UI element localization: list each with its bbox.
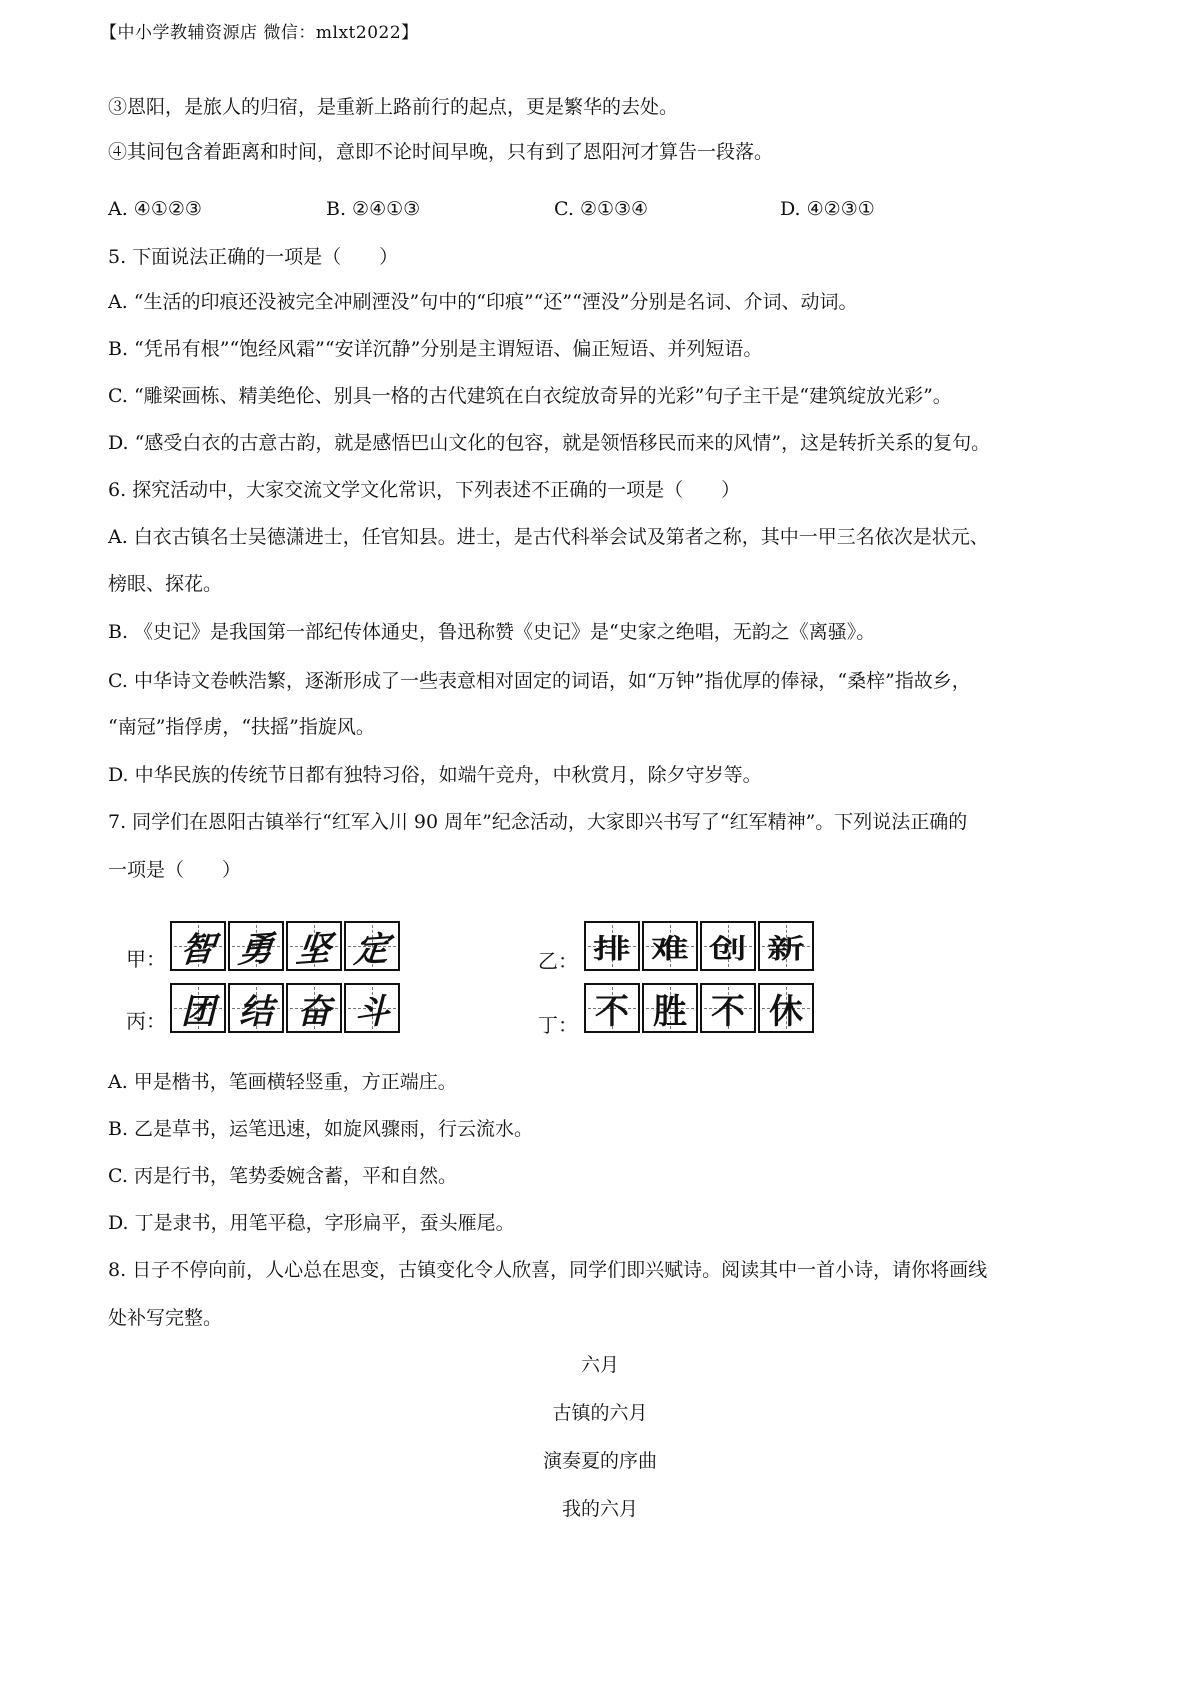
label-yi: 乙： <box>538 949 578 973</box>
q8-stem-line1: 8. 日子不停向前，人心总在思变，古镇变化令人欣喜，同学们即兴赋诗。阅读其中一首小诗，请你将画线 <box>108 1259 988 1281</box>
q5-option-d: D. “感受白衣的古意古韵，就是感悟巴山文化的包容，就是领悟移民而来的风情”，这是转折关系的复句。 <box>108 432 991 454</box>
calligraphy-char: 结 <box>228 983 284 1033</box>
poem-line: 古镇的六月 <box>552 1402 648 1424</box>
q7-option-a: A. 甲是楷书，笔画横轻竖重，方正端庄。 <box>108 1071 457 1093</box>
q4-option-c: C. ②①③④ <box>554 198 649 220</box>
calligraphy-char: 奋 <box>286 983 342 1033</box>
q5-option-b: B. “凭吊有根”“饱经风霜”“安详沉静”分别是主谓短语、偏正短语、并列短语。 <box>108 338 763 360</box>
calligraphy-char: 创 <box>700 921 756 971</box>
q6-option-b: B. 《史记》是我国第一部纪传体通史，鲁迅称赞《史记》是“史家之绝唱，无韵之《离骚》。 <box>108 621 876 643</box>
calligraphy-char: 不 <box>584 983 640 1033</box>
calligraphy-char: 新 <box>758 921 814 971</box>
poem-line: 演奏夏的序曲 <box>542 1450 657 1472</box>
calligraphy-char: 智 <box>170 921 226 971</box>
calligraphy-char: 排 <box>584 921 640 971</box>
calligraphy-char: 定 <box>344 921 400 971</box>
q4-option-a: A. ④①②③ <box>108 198 202 220</box>
q5-option-a: A. “生活的印痕还没被完全冲刷湮没”句中的“印痕”“还”“湮没”分别是名词、介词、动词。 <box>108 291 858 313</box>
calligraphy-char: 斗 <box>344 983 400 1033</box>
calligraphy-bing <box>170 983 400 1033</box>
q4-item-4: ④其间包含着距离和时间，意即不论时间早晚，只有到了恩阳河才算告一段落。 <box>108 141 774 163</box>
q5-option-c: C. “雕梁画栋、精美绝伦、别具一格的古代建筑在白衣绽放奇异的光彩”句子主干是“建筑绽放光彩”。 <box>108 385 952 407</box>
q4-option-b: B. ②④①③ <box>326 198 421 220</box>
q4-item-3: ③恩阳，是旅人的归宿，是重新上路前行的起点，更是繁华的去处。 <box>108 96 679 118</box>
q4-option-d: D. ④②③① <box>780 198 875 220</box>
label-jia: 甲： <box>126 947 166 971</box>
q4-options <box>108 198 1108 222</box>
q6-option-c-line1: C. 中华诗文卷帙浩繁，逐渐形成了一些表意相对固定的词语，如“万钟”指优厚的俸禄，“桑梓”指故乡， <box>108 670 971 692</box>
q6-option-a-line2: 榜眼、探花。 <box>108 573 223 595</box>
calligraphy-yi <box>584 921 814 971</box>
label-bing: 丙： <box>126 1009 166 1033</box>
calligraphy-char: 勇 <box>228 921 284 971</box>
calligraphy-char: 不 <box>700 983 756 1033</box>
calligraphy-ding <box>584 983 814 1033</box>
q7-stem-line2: 一项是（ ） <box>108 859 242 881</box>
q7-option-c: C. 丙是行书，笔势委婉含蓄，平和自然。 <box>108 1165 457 1187</box>
calligraphy-char: 团 <box>170 983 226 1033</box>
page-header: 【中小学教辅资源店 微信：mlxt2022】 <box>100 23 419 43</box>
calligraphy-char: 休 <box>758 983 814 1033</box>
label-ding: 丁： <box>538 1013 578 1037</box>
q6-option-d: D. 中华民族的传统节日都有独特习俗，如端午竞舟，中秋赏月，除夕守岁等。 <box>108 764 762 786</box>
q6-option-a-line1: A. 白衣古镇名士吴德潇进士，任官知县。进士，是古代科举会试及第者之称，其中一甲三名依次是状元、 <box>108 526 989 548</box>
calligraphy-jia <box>170 921 400 971</box>
q8-stem-line2: 处补写完整。 <box>108 1307 223 1329</box>
poem-line: 我的六月 <box>561 1498 638 1520</box>
q7-stem-line1: 7. 同学们在恩阳古镇举行“红军入川 90 周年”纪念活动，大家即兴书写了“红军精神”。下列说法正确的 <box>108 811 968 833</box>
q6-option-c-line2: “南冠”指俘虏，“扶摇”指旋风。 <box>108 716 375 738</box>
q6-stem: 6. 探究活动中，大家交流文学文化常识，下列表述不正确的一项是（ ） <box>108 479 741 501</box>
calligraphy-char: 难 <box>642 921 698 971</box>
q7-option-d: D. 丁是隶书，用笔平稳，字形扁平，蚕头雁尾。 <box>108 1212 515 1234</box>
calligraphy-char: 胜 <box>642 983 698 1033</box>
calligraphy-char: 坚 <box>286 921 342 971</box>
q5-stem: 5. 下面说法正确的一项是（ ） <box>108 246 399 268</box>
q7-option-b: B. 乙是草书，运笔迅速，如旋风骤雨，行云流水。 <box>108 1118 534 1140</box>
poem-title: 六月 <box>580 1354 619 1376</box>
